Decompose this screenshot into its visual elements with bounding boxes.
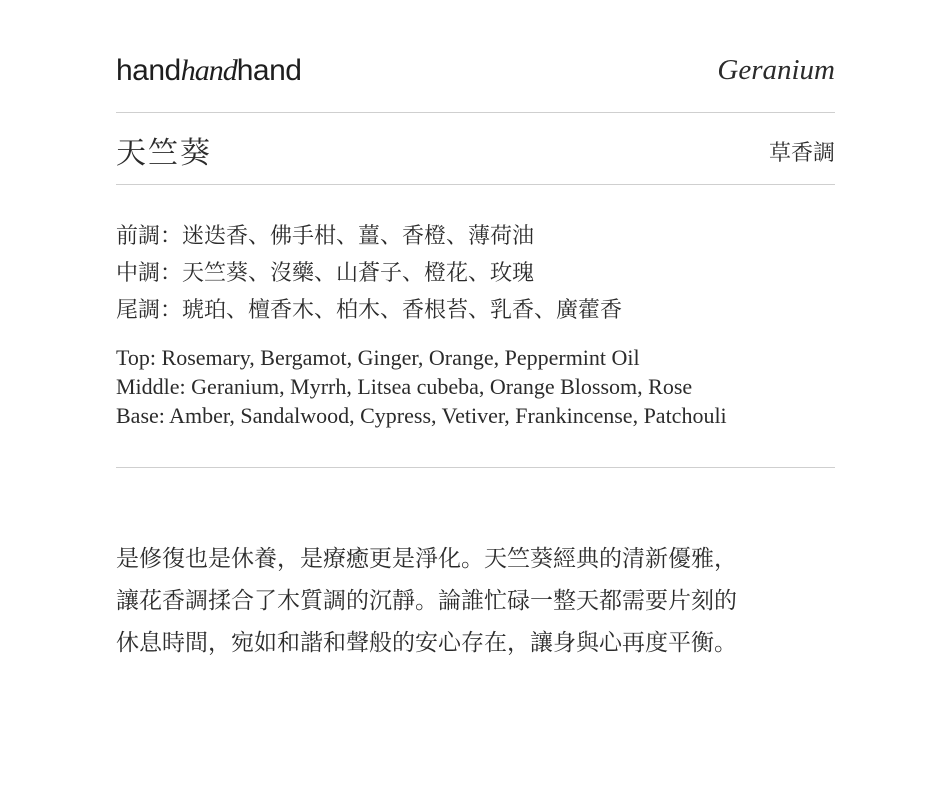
- brand-logo: [116, 54, 302, 88]
- divider-top: [116, 112, 835, 113]
- notes-zh-base: 尾調：琥珀、檀香木、柏木、香根苔、乳香、廣藿香: [116, 298, 623, 323]
- notes-zh-middle: 中調：天竺葵、沒藥、山蒼子、橙花、玫瑰: [116, 261, 535, 286]
- product-name-zh: 天竺葵: [116, 136, 212, 171]
- fragrance-notes-en: [116, 343, 835, 430]
- description-line-2: 讓花香調揉合了木質調的沉靜。論誰忙碌一整天都需要片刻的: [116, 588, 737, 614]
- divider-notes: [116, 467, 835, 468]
- divider-title: [116, 184, 835, 185]
- fragrance-notes-zh: [116, 218, 835, 329]
- brand-logo-part-2: hand: [180, 54, 237, 87]
- product-name-en: Geranium: [717, 54, 835, 86]
- description-line-1: 是修復也是休養，是療癒更是淨化。天竺葵經典的清新優雅，: [116, 546, 737, 572]
- header: [116, 52, 835, 92]
- brand-logo-part-1: hand: [116, 54, 181, 87]
- title-row: [116, 128, 835, 172]
- product-description: [116, 538, 835, 664]
- notes-en-middle: Middle: Geranium, Myrrh, Litsea cubeba, Orange Blossom, Rose: [116, 374, 693, 399]
- description-line-3: 休息時間，宛如和諧和聲般的安心存在，讓身與心再度平衡。: [116, 630, 737, 656]
- notes-en-top: Top: Rosemary, Bergamot, Ginger, Orange, Peppermint Oil: [116, 345, 640, 370]
- notes-zh-top: 前調：迷迭香、佛手柑、薑、香橙、薄荷油: [116, 224, 535, 249]
- note-family-label: 草香調: [768, 141, 835, 166]
- brand-logo-part-3: hand: [236, 54, 302, 87]
- notes-en-base: Base: Amber, Sandalwood, Cypress, Vetiver, Frankincense, Patchouli: [116, 403, 727, 428]
